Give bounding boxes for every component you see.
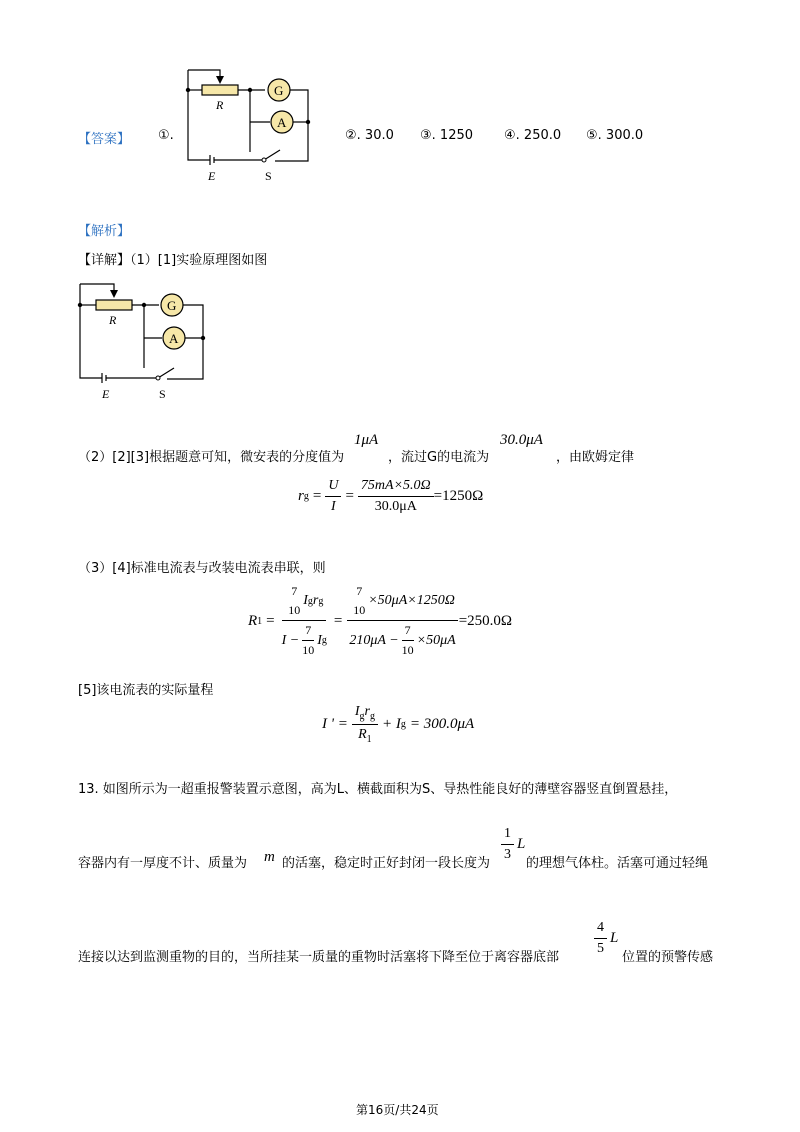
detail-label: 【详解】 <box>78 253 131 268</box>
p2-a: （2）[2][3]根据题意可知，微安表的分度值为 <box>78 450 345 465</box>
q13-line2-b: 的活塞，稳定时正好封闭一段长度为 <box>282 856 491 871</box>
answer-item-5: ⑤. 300.0 <box>586 128 644 143</box>
q13-line2-a: 容器内有一厚度不计、质量为 <box>78 856 248 871</box>
equation-ohm: r g = $\frac{U}{I}$ = $\frac{75mA\times 5.0\Omega}{30.0\mu A}$ =1250Ω <box>298 478 484 514</box>
equation-range: I ' = $\frac{I_gr_g}{R_1}$ + I g = 300.0μA <box>322 704 475 745</box>
p5: [5]该电流表的实际量程 <box>78 683 214 698</box>
q13-line1: 13. 如图所示为一超重报警装置示意图，高为L、横截面积为S、导热性能良好的薄壁容器竖直倒置悬挂， <box>78 782 678 797</box>
label-S: S <box>265 169 272 183</box>
detail-line <box>78 249 267 268</box>
label-G: G <box>274 83 284 98</box>
p2-v1: 1μA <box>354 432 379 448</box>
label-E: E <box>208 169 216 183</box>
label-R: R <box>216 98 224 112</box>
fraction-one-third-L: $\frac{1}{3}$ L <box>501 826 525 863</box>
p2-c: ，由欧姆定律 <box>556 450 635 465</box>
label-A: A <box>169 331 179 346</box>
label-S: S <box>159 387 166 401</box>
answer-item-1: ①. <box>158 128 174 143</box>
label-A: A <box>277 115 287 130</box>
equation-r1: R 1 = 7 10 I g r g I − $\frac{7}{10}$ I g = 7 10 ×50μA×1250Ω 210μA − $\frac{7}{10}$ ×50μA =250.0Ω <box>248 584 513 657</box>
answer-label: 【答案】 <box>78 132 131 147</box>
answer-item-4: ④. 250.0 <box>504 128 562 143</box>
label-E: E <box>102 387 110 401</box>
detail-p1: （1）[1]实验原理图如图 <box>130 253 268 268</box>
page-footer: 第16页/共24页 <box>356 1103 439 1117</box>
p3: （3）[4]标准电流表与改装电流表串联，则 <box>78 561 326 576</box>
p2-b: ，流过G的电流为 <box>388 450 490 465</box>
q13-line3-a: 连接以达到监测重物的目的，当所挂某一质量的重物时活塞将下降至位于离容器底部 <box>78 950 560 965</box>
q13-line3-b: 位置的预警传感 <box>622 950 714 965</box>
label-G: G <box>167 298 177 313</box>
fraction-four-fifths-L: $\frac{4}{5}$ L <box>594 920 618 957</box>
answer-item-2: ②. 30.0 <box>345 128 394 143</box>
circuit-diagram-answer <box>180 62 320 187</box>
circuit-diagram-analysis <box>72 278 212 403</box>
analysis-label: 【解析】 <box>78 224 131 239</box>
q13-m: m <box>264 849 275 865</box>
p2-v2: 30.0μA <box>500 432 543 448</box>
answer-item-3: ③. 1250 <box>420 128 474 143</box>
q13-line2-c: 的理想气体柱。活塞可通过轻绳 <box>526 856 709 871</box>
label-R: R <box>109 313 117 327</box>
